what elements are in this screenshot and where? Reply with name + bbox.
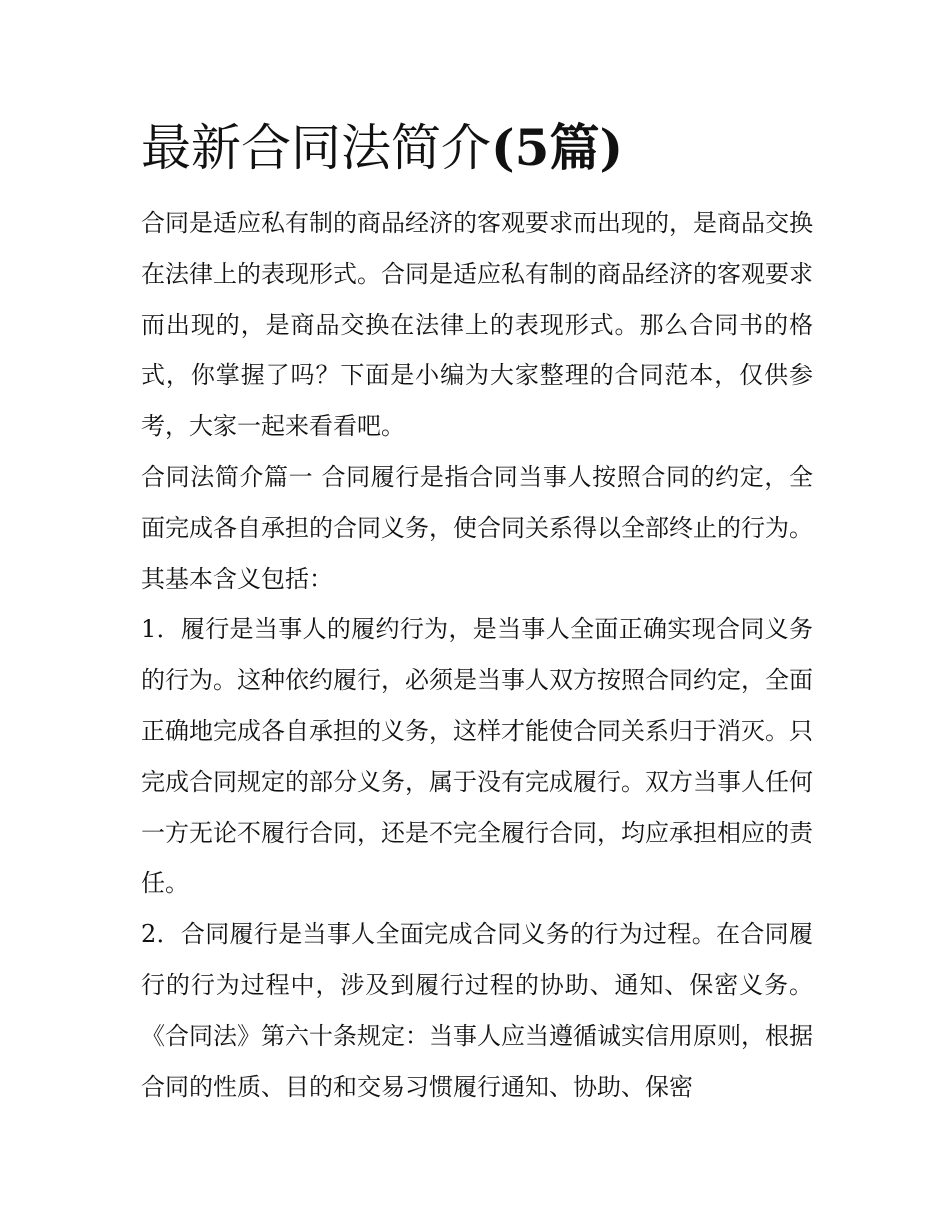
intro-paragraph: 合同是适应私有制的商品经济的客观要求而出现的，是商品交换在法律上的表现形式。合同是适应私有制的商品经济的客观要求而出现的，是商品交换在法律上的表现形式。那么合同书的格式，你掌握了吗？下面是小编为大家整理的合同范本，仅供参考，大家一起来看看吧。 (141, 209, 813, 441)
point-two-paragraph: 2．合同履行是当事人全面完成合同义务的行为过程。在合同履行的行为过程中，涉及到履行过程的协助、通知、保密义务。《合同法》第六十条规定：当事人应当遵循诚实信用原则，根据合同的性质、目的和交易习惯履行通知、协助、保密 (141, 920, 813, 1101)
point-one-paragraph: 1．履行是当事人的履约行为，是当事人全面正确实现合同义务的行为。这种依约履行，必须是当事人双方按照合同约定，全面正确地完成各自承担的义务，这样才能使合同关系归于消灭。只完成合同规定的部分义务，属于没有完成履行。双方当事人任何一方无论不履行合同，还是不完全履行合同，均应承担相应的责任。 (141, 615, 813, 898)
document-title (141, 112, 813, 184)
title-main: 最新合同法简介 (141, 119, 491, 177)
title-count: (5篇) (491, 118, 624, 177)
document-page (141, 112, 813, 1112)
section-one-paragraph: 合同法简介篇一 合同履行是指合同当事人按照合同的约定，全面完成各自承担的合同义务，使合同关系得以全部终止的行为。其基本含义包括： (141, 462, 813, 593)
